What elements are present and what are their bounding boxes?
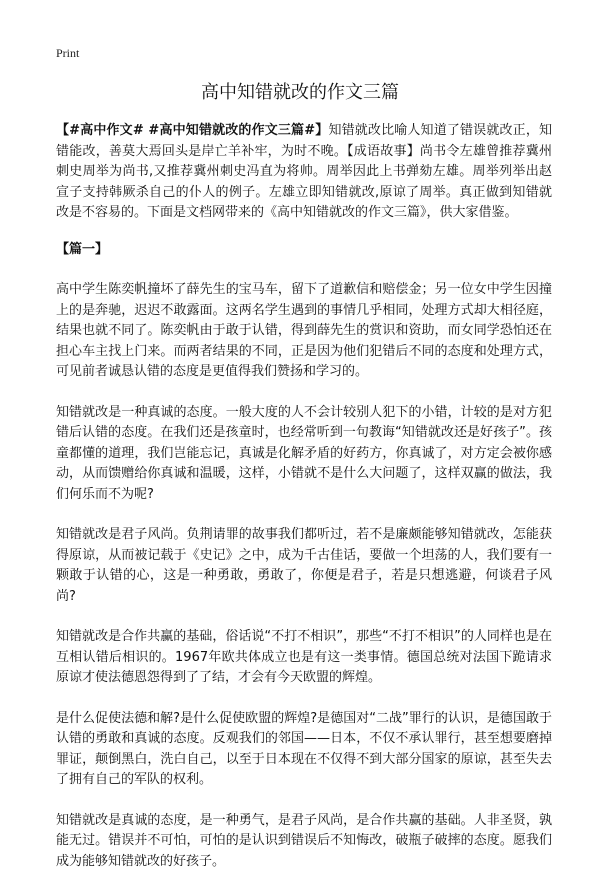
document-body bbox=[56, 121, 552, 892]
body-paragraph-5: 是什么促使法德和解?是什么促使欧盟的辉煌?是德国对“二战”罪行的认识，是德国敢于认错的勇敢和真诚的态度。反观我们的邻国——日本，不仅不承认罪行，甚至想要磨掉罪证，颠倒黑白，洗白自己，以至于日本现在不仅得不到大部分国家的原谅，甚至失去了拥有自己的军队的权利。 bbox=[56, 710, 552, 787]
document-title: 高中知错就改的作文三篇 bbox=[201, 82, 399, 103]
print-label: Print bbox=[56, 46, 80, 60]
body-paragraph-3: 知错就改是君子风尚。负荆请罪的故事我们都听过，若不是廉颇能够知错就改，怎能获得原谅，从而被记载于《史记》之中，成为千古佳话，要做一个坦荡的人，我们要有一颗敢于认错的心，这是一种勇敢，勇敢了，你便是君子，若是只想逃避，何谈君子风尚? bbox=[56, 527, 552, 604]
section-heading: 【篇一】 bbox=[56, 241, 109, 257]
body-paragraph-6: 知错就改是真诚的态度，是一种勇气，是君子风尚，是合作共赢的基础。人非圣贤，孰能无过。错误并不可怕，可怕的是认识到错误后不知悔改，破瓶子破摔的态度。愿我们成为能够知错就改的好孩子。 bbox=[56, 812, 552, 869]
intro-paragraph bbox=[56, 121, 552, 224]
body-paragraph-2: 知错就改是一种真诚的态度。一般大度的人不会计较别人犯下的小错，计较的是对方犯错后认错的态度。在我们还是孩童时，也经常听到一句教诲“知错就改还是好孩子”。孩童都懂的道理，我们岂能忘记，真诚是化解矛盾的好药方，你真诚了，对方定会被你感动，从而馈赠给你真诚和温暖，这样，小错就不是什么大问题了，这样双赢的做法，我们何乐而不为呢? bbox=[56, 404, 552, 502]
body-paragraph-4: 知错就改是合作共赢的基础，俗话说“不打不相识”，那些“不打不相识”的人同样也是在互相认错后相识的。1967年欧共体成立也是有这一类事情。德国总统对法国下跪请求原谅才使法德恩怨得到了了结，才会有今天欧盟的辉煌。 bbox=[56, 629, 552, 685]
intro-text: 知错就改比喻人知道了错误就改正，知错能改，善莫大焉回头是岸亡羊补牢，为时不晚。【成语故事】尚书令左雄曾推荐冀州刺史周举为尚书,又推荐冀州刺史冯直为将帅。周举因此上书弹劾左雄。周举列举出赵宣子支持韩厥杀自己的仆人的例子。左雄立即知错就改,原谅了周举。真正做到知错就改是不容易的。下面是文档网带来的《高中知错就改的作文三篇》，供大家借鉴。 bbox=[56, 123, 552, 220]
intro-tags: 【#高中作文# #高中知错就改的作文三篇#】 bbox=[56, 123, 329, 138]
body-paragraph-1: 高中学生陈奕帆撞坏了薛先生的宝马车，留下了道歉信和赔偿金；另一位女中学生因撞上的是奔驰，迟迟不敢露面。这两名学生遇到的事情几乎相同，处理方式却大相径庭，结果也就不同了。陈奕帆由于敢于认错，得到薛先生的赏识和资助，而女同学恐怕还在担心车主找上门来。而两者结果的不同，正是因为他们犯错后不同的态度和处理方式，可见前者诚恳认错的态度是更值得我们赞扬和学习的。 bbox=[56, 282, 552, 379]
